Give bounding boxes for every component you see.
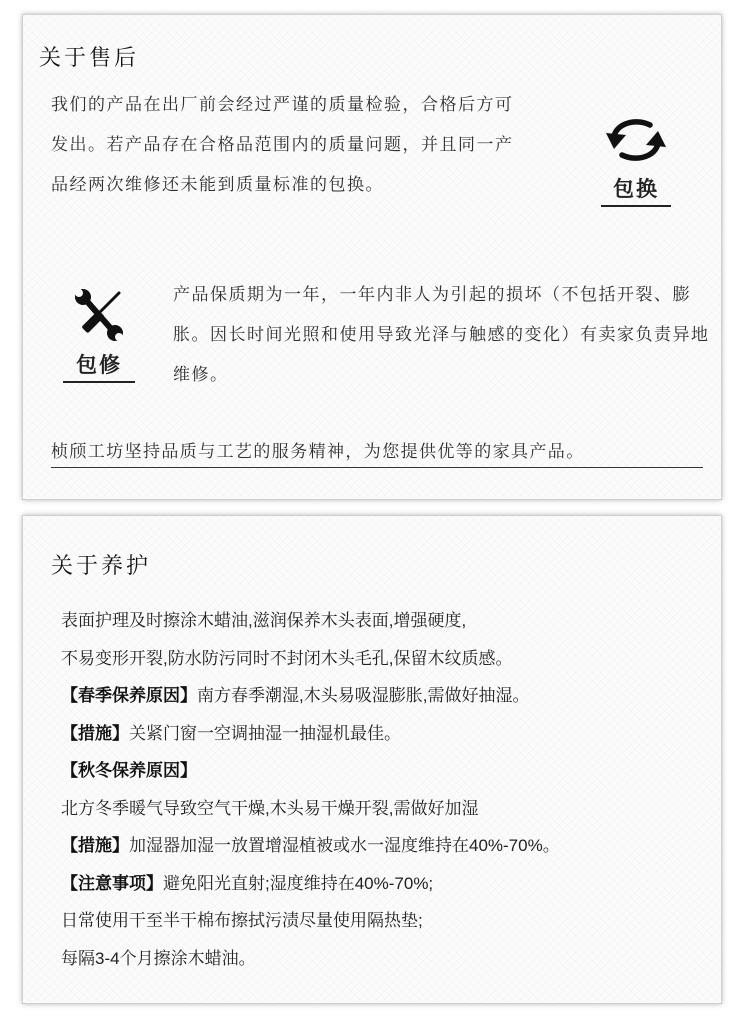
care-line-tag: 【措施】 — [61, 836, 129, 855]
care-line-text: 南方春季潮湿,木头易吸湿膨胀,需做好抽湿。 — [197, 686, 530, 705]
care-line — [61, 715, 701, 753]
repair-badge — [63, 287, 135, 383]
care-line-text: 避免阳光直射;湿度维持在40%-70%; — [163, 873, 434, 893]
exchange-arrows-icon — [604, 111, 668, 169]
wrench-screwdriver-icon — [73, 287, 125, 345]
care-line — [61, 902, 701, 940]
care-line-text: 日常使用干至半干棉布擦拭污渍尽量使用隔热垫; — [61, 911, 423, 930]
care-line — [61, 790, 701, 828]
care-line-text: 表面护理及时擦涂木蜡油,滋润保养木头表面,增强硬度, — [61, 611, 467, 630]
exchange-badge-label: 包换 — [601, 173, 671, 207]
care-line — [61, 677, 701, 715]
care-line — [61, 640, 701, 678]
service-slogan: 桢颀工坊坚持品质与工艺的服务精神，为您提供优等的家具产品。 — [51, 437, 703, 468]
after-sales-card — [22, 14, 722, 500]
care-line-tag: 【措施】 — [61, 723, 129, 743]
care-line-text: 北方冬季暖气导致空气干燥,木头易干燥开裂,需做好加湿 — [61, 798, 479, 818]
care-line — [61, 827, 701, 865]
repair-badge-label: 包修 — [63, 349, 135, 383]
care-line-tag: 【注意事项】 — [61, 873, 163, 893]
exchange-badge — [601, 111, 671, 207]
care-line — [61, 602, 701, 640]
care-title: 关于养护 — [51, 554, 152, 579]
exchange-policy-text: 我们的产品在出厂前会经过严谨的质量检验，合格后方可发出。若产品存在合格品范围内的质量问题，并且同一产品经两次维修还未能到质量标准的包换。 — [51, 95, 514, 195]
care-line-text: 加湿器加湿一放置增湿植被或水一湿度维持在40%-70%。 — [129, 836, 560, 855]
care-line-text: 关紧门窗一空调抽湿一抽湿机最佳。 — [129, 723, 401, 743]
care-instructions-list — [61, 602, 701, 977]
repair-policy-text: 产品保质期为一年，一年内非人为引起的损坏（不包括开裂、膨胀。因长时间光照和使用导致光泽与触感的变化）有卖家负责异地维修。 — [173, 285, 710, 385]
care-line-tag: 【春季保养原因】 — [61, 686, 197, 705]
care-line-tag: 【秋冬保养原因】 — [61, 761, 197, 780]
care-line — [61, 752, 701, 790]
care-line-text: 每隔3-4个月擦涂木蜡油。 — [61, 948, 256, 968]
care-card — [22, 515, 722, 1004]
care-line — [61, 940, 701, 978]
care-line — [61, 865, 701, 903]
after-sales-title: 关于售后 — [39, 46, 140, 71]
care-line-text: 不易变形开裂,防水防污同时不封闭木头毛孔,保留木纹质感。 — [61, 648, 513, 668]
